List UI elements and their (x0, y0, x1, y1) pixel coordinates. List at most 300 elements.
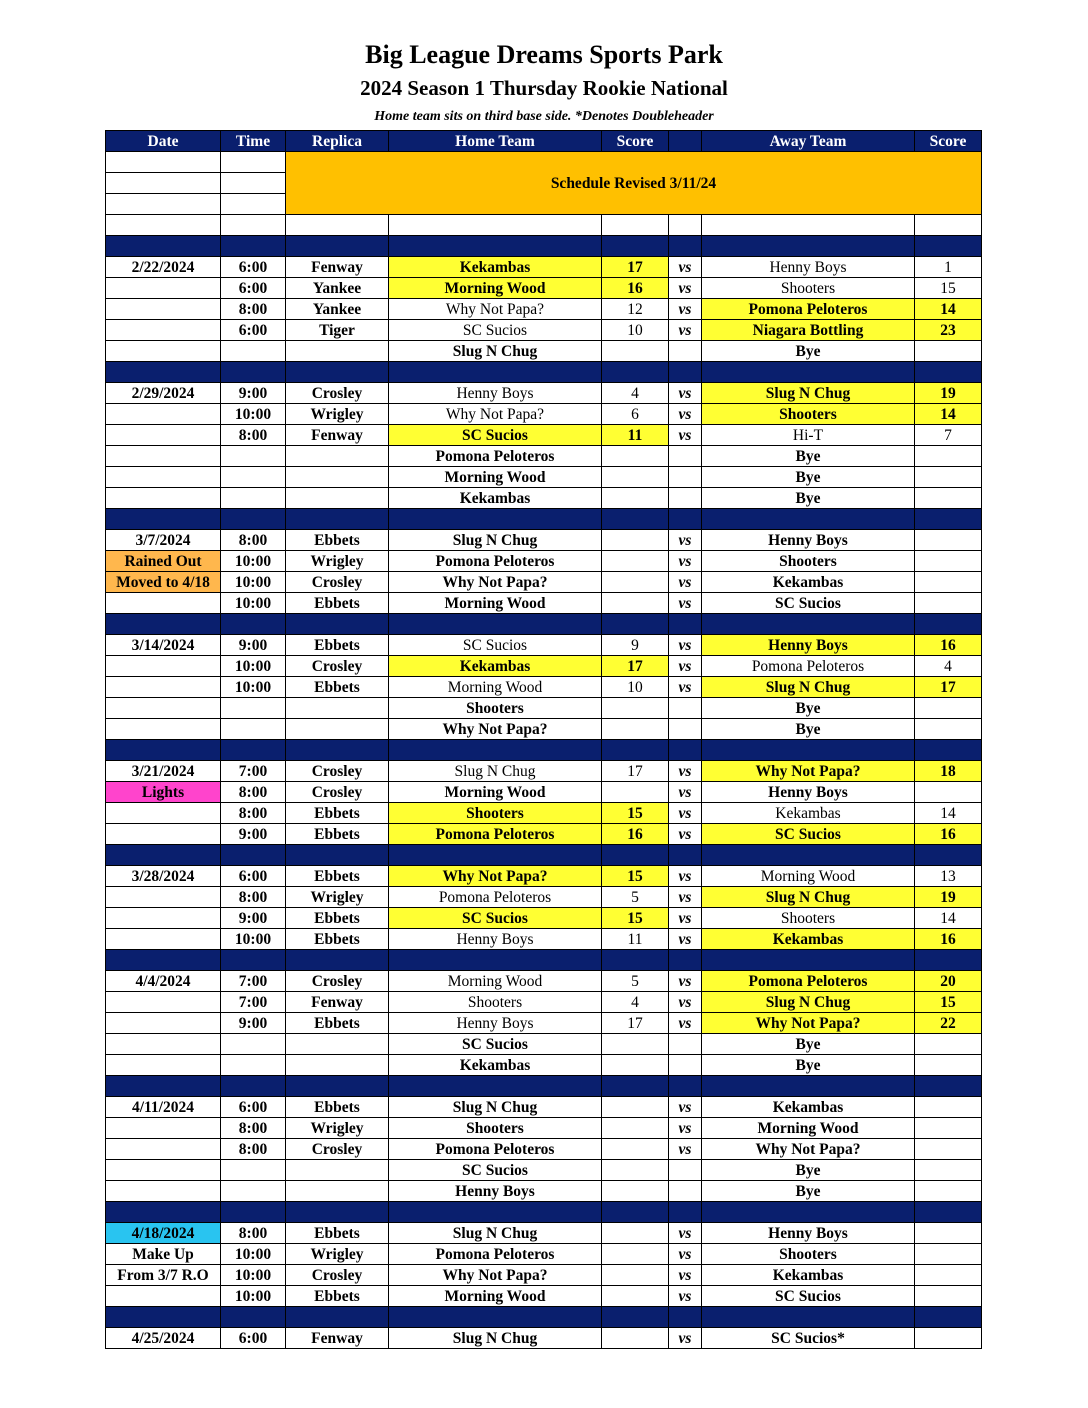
game-replica: Ebbets (286, 929, 389, 950)
home-score (602, 1055, 669, 1076)
home-team: Morning Wood (389, 278, 602, 299)
game-replica: Wrigley (286, 404, 389, 425)
away-score (915, 446, 982, 467)
game-row (106, 908, 982, 929)
vs-label: vs (669, 320, 702, 341)
away-score (915, 719, 982, 740)
game-row (106, 782, 982, 803)
away-team: Bye (702, 698, 915, 719)
home-score: 9 (602, 635, 669, 656)
blank-row (106, 152, 982, 173)
game-date (106, 278, 221, 299)
game-time: 6:00 (221, 866, 286, 887)
home-score (602, 551, 669, 572)
game-row (106, 1118, 982, 1139)
home-team: Pomona Peloteros (389, 1244, 602, 1265)
game-date: 3/28/2024 (106, 866, 221, 887)
game-date: Moved to 4/18 (106, 572, 221, 593)
game-row (106, 1265, 982, 1286)
home-team: Slug N Chug (389, 1328, 602, 1349)
game-time: 10:00 (221, 1244, 286, 1265)
game-row (106, 887, 982, 908)
game-replica (286, 1034, 389, 1055)
away-score (915, 1118, 982, 1139)
home-team: Morning Wood (389, 971, 602, 992)
game-row (106, 404, 982, 425)
game-row (106, 803, 982, 824)
away-score: 16 (915, 635, 982, 656)
revision-notice: Schedule Revised 3/11/24 (286, 152, 982, 215)
game-time (221, 446, 286, 467)
game-row (106, 278, 982, 299)
game-time: 7:00 (221, 761, 286, 782)
away-team: Bye (702, 488, 915, 509)
vs-label: vs (669, 1097, 702, 1118)
game-date: 4/25/2024 (106, 1328, 221, 1349)
game-time (221, 1034, 286, 1055)
game-time: 9:00 (221, 383, 286, 404)
home-team: Morning Wood (389, 467, 602, 488)
game-row (106, 257, 982, 278)
away-team: SC Sucios (702, 593, 915, 614)
home-team: SC Sucios (389, 908, 602, 929)
game-row (106, 677, 982, 698)
away-team: Morning Wood (702, 1118, 915, 1139)
game-row (106, 341, 982, 362)
vs-label: vs (669, 299, 702, 320)
vs-label: vs (669, 782, 702, 803)
game-row (106, 467, 982, 488)
game-date (106, 1286, 221, 1307)
game-time (221, 467, 286, 488)
away-team: Slug N Chug (702, 383, 915, 404)
game-time: 10:00 (221, 593, 286, 614)
col-home-team: Home Team (389, 131, 602, 152)
vs-label: vs (669, 908, 702, 929)
away-team: Henny Boys (702, 1223, 915, 1244)
away-team: Slug N Chug (702, 992, 915, 1013)
home-team: Pomona Peloteros (389, 551, 602, 572)
game-replica (286, 1160, 389, 1181)
home-score (602, 530, 669, 551)
home-score (602, 446, 669, 467)
game-time (221, 1160, 286, 1181)
away-score: 22 (915, 1013, 982, 1034)
game-date (106, 1034, 221, 1055)
away-team: Kekambas (702, 803, 915, 824)
away-team: Morning Wood (702, 866, 915, 887)
game-replica: Yankee (286, 299, 389, 320)
away-score (915, 1034, 982, 1055)
vs-label: vs (669, 1223, 702, 1244)
away-team: Pomona Peloteros (702, 656, 915, 677)
vs-label: vs (669, 1118, 702, 1139)
game-time: 6:00 (221, 320, 286, 341)
game-replica: Yankee (286, 278, 389, 299)
game-time: 10:00 (221, 929, 286, 950)
vs-label: vs (669, 1286, 702, 1307)
game-replica: Crosley (286, 572, 389, 593)
game-replica: Ebbets (286, 803, 389, 824)
home-score: 10 (602, 320, 669, 341)
game-date: 4/18/2024 (106, 1223, 221, 1244)
game-time: 8:00 (221, 782, 286, 803)
game-row (106, 299, 982, 320)
away-team: SC Sucios* (702, 1328, 915, 1349)
week-separator (106, 845, 982, 866)
game-time (221, 341, 286, 362)
game-date (106, 1181, 221, 1202)
away-team: Bye (702, 1160, 915, 1181)
game-row (106, 698, 982, 719)
vs-label: vs (669, 971, 702, 992)
home-score: 4 (602, 383, 669, 404)
game-replica: Ebbets (286, 677, 389, 698)
game-date (106, 446, 221, 467)
game-row (106, 572, 982, 593)
vs-label: vs (669, 803, 702, 824)
vs-label: vs (669, 530, 702, 551)
away-score (915, 1223, 982, 1244)
game-row (106, 1244, 982, 1265)
home-score: 16 (602, 824, 669, 845)
vs-label: vs (669, 1139, 702, 1160)
col-time: Time (221, 131, 286, 152)
away-team: Bye (702, 1034, 915, 1055)
home-score (602, 572, 669, 593)
game-replica: Crosley (286, 782, 389, 803)
game-date: Lights (106, 782, 221, 803)
home-team: Slug N Chug (389, 761, 602, 782)
game-time: 8:00 (221, 530, 286, 551)
game-row (106, 761, 982, 782)
vs-label: vs (669, 404, 702, 425)
home-team: SC Sucios (389, 1160, 602, 1181)
game-replica: Crosley (286, 971, 389, 992)
game-date (106, 593, 221, 614)
game-row (106, 656, 982, 677)
home-team: Pomona Peloteros (389, 1139, 602, 1160)
game-time: 10:00 (221, 404, 286, 425)
game-replica: Ebbets (286, 1286, 389, 1307)
game-row (106, 593, 982, 614)
schedule-body (106, 152, 982, 1349)
away-score (915, 1244, 982, 1265)
game-row (106, 1223, 982, 1244)
away-score: 14 (915, 404, 982, 425)
vs-label: vs (669, 656, 702, 677)
away-team: Henny Boys (702, 782, 915, 803)
game-replica: Wrigley (286, 887, 389, 908)
away-score: 4 (915, 656, 982, 677)
away-team: Why Not Papa? (702, 1139, 915, 1160)
home-team: SC Sucios (389, 1034, 602, 1055)
home-team: Why Not Papa? (389, 1265, 602, 1286)
home-team: Slug N Chug (389, 530, 602, 551)
away-score: 14 (915, 803, 982, 824)
away-team: Hi-T (702, 425, 915, 446)
game-replica: Fenway (286, 992, 389, 1013)
game-replica: Crosley (286, 1265, 389, 1286)
home-score: 4 (602, 992, 669, 1013)
game-replica: Ebbets (286, 824, 389, 845)
away-team: Kekambas (702, 1097, 915, 1118)
away-team: Kekambas (702, 1265, 915, 1286)
home-team: Why Not Papa? (389, 866, 602, 887)
away-team: Bye (702, 467, 915, 488)
away-score (915, 698, 982, 719)
game-date (106, 656, 221, 677)
vs-label: vs (669, 278, 702, 299)
vs-label: vs (669, 761, 702, 782)
away-score (915, 1286, 982, 1307)
game-replica (286, 488, 389, 509)
home-team: Morning Wood (389, 1286, 602, 1307)
home-score: 15 (602, 803, 669, 824)
home-score: 17 (602, 1013, 669, 1034)
col-away-team: Away Team (702, 131, 915, 152)
game-date (106, 887, 221, 908)
week-separator (106, 740, 982, 761)
game-time: 6:00 (221, 1328, 286, 1349)
vs-label: vs (669, 383, 702, 404)
col-replica: Replica (286, 131, 389, 152)
column-header-row (106, 131, 982, 152)
away-team: Shooters (702, 404, 915, 425)
home-team: Why Not Papa? (389, 572, 602, 593)
game-row (106, 488, 982, 509)
vs-label: vs (669, 257, 702, 278)
vs-label: vs (669, 824, 702, 845)
home-team: Shooters (389, 803, 602, 824)
home-score (602, 719, 669, 740)
vs-label (669, 467, 702, 488)
away-team: Shooters (702, 551, 915, 572)
game-time (221, 1055, 286, 1076)
vs-label: vs (669, 635, 702, 656)
away-team: Bye (702, 341, 915, 362)
home-team: SC Sucios (389, 320, 602, 341)
away-score (915, 341, 982, 362)
game-date: 3/7/2024 (106, 530, 221, 551)
game-date (106, 992, 221, 1013)
week-separator (106, 509, 982, 530)
game-date (106, 677, 221, 698)
week-separator (106, 1307, 982, 1328)
game-date (106, 824, 221, 845)
away-score (915, 1160, 982, 1181)
game-date: 4/11/2024 (106, 1097, 221, 1118)
away-score (915, 782, 982, 803)
week-separator (106, 236, 982, 257)
game-date (106, 1118, 221, 1139)
home-score (602, 488, 669, 509)
home-score: 11 (602, 929, 669, 950)
vs-label: vs (669, 593, 702, 614)
game-replica: Ebbets (286, 1223, 389, 1244)
away-team: Shooters (702, 1244, 915, 1265)
game-time: 6:00 (221, 278, 286, 299)
game-date (106, 1160, 221, 1181)
away-score (915, 1139, 982, 1160)
game-row (106, 719, 982, 740)
game-time: 7:00 (221, 971, 286, 992)
away-score (915, 1055, 982, 1076)
home-score: 11 (602, 425, 669, 446)
away-team: Shooters (702, 278, 915, 299)
away-score (915, 467, 982, 488)
vs-label: vs (669, 929, 702, 950)
home-team: Kekambas (389, 257, 602, 278)
game-replica: Wrigley (286, 1118, 389, 1139)
game-date (106, 1055, 221, 1076)
game-time: 6:00 (221, 1097, 286, 1118)
game-row (106, 530, 982, 551)
home-team: Kekambas (389, 488, 602, 509)
away-score: 16 (915, 824, 982, 845)
home-score: 5 (602, 971, 669, 992)
home-score (602, 1265, 669, 1286)
away-team: Kekambas (702, 929, 915, 950)
away-team: Slug N Chug (702, 887, 915, 908)
away-score (915, 572, 982, 593)
game-date (106, 425, 221, 446)
game-time (221, 719, 286, 740)
vs-label: vs (669, 572, 702, 593)
game-replica: Crosley (286, 1139, 389, 1160)
home-team: Kekambas (389, 656, 602, 677)
vs-label: vs (669, 992, 702, 1013)
away-team: Shooters (702, 908, 915, 929)
home-score: 17 (602, 761, 669, 782)
game-row (106, 1055, 982, 1076)
away-team: Bye (702, 1181, 915, 1202)
game-replica (286, 1055, 389, 1076)
home-score: 15 (602, 866, 669, 887)
game-time: 8:00 (221, 1118, 286, 1139)
vs-label (669, 1034, 702, 1055)
game-replica: Fenway (286, 257, 389, 278)
game-row (106, 1328, 982, 1349)
week-separator (106, 950, 982, 971)
away-team: Bye (702, 719, 915, 740)
page-title: Big League Dreams Sports Park (365, 40, 723, 69)
away-score (915, 488, 982, 509)
game-replica (286, 698, 389, 719)
vs-label (669, 719, 702, 740)
away-score: 18 (915, 761, 982, 782)
home-score (602, 1223, 669, 1244)
home-score (602, 698, 669, 719)
home-score (602, 593, 669, 614)
game-date: 3/14/2024 (106, 635, 221, 656)
vs-label: vs (669, 551, 702, 572)
game-date (106, 1139, 221, 1160)
game-replica: Ebbets (286, 1097, 389, 1118)
away-team: Pomona Peloteros (702, 299, 915, 320)
home-score: 17 (602, 656, 669, 677)
game-time: 8:00 (221, 1139, 286, 1160)
game-time (221, 488, 286, 509)
away-team: Pomona Peloteros (702, 971, 915, 992)
home-team: Slug N Chug (389, 1223, 602, 1244)
game-date: Rained Out (106, 551, 221, 572)
vs-label (669, 488, 702, 509)
away-score (915, 1097, 982, 1118)
game-row (106, 446, 982, 467)
game-date (106, 320, 221, 341)
away-team: SC Sucios (702, 824, 915, 845)
week-separator (106, 614, 982, 635)
header-note: Home team sits on third base side. *Denotes Doubleheader (374, 109, 714, 124)
game-date: Make Up (106, 1244, 221, 1265)
game-replica: Ebbets (286, 908, 389, 929)
game-row (106, 1013, 982, 1034)
home-team: Slug N Chug (389, 1097, 602, 1118)
game-date: 2/22/2024 (106, 257, 221, 278)
game-row (106, 971, 982, 992)
game-date (106, 719, 221, 740)
game-replica: Wrigley (286, 1244, 389, 1265)
game-row (106, 1034, 982, 1055)
vs-label (669, 1055, 702, 1076)
col-vs (669, 131, 702, 152)
home-score (602, 1097, 669, 1118)
game-date (106, 908, 221, 929)
game-replica: Wrigley (286, 551, 389, 572)
away-team: Slug N Chug (702, 677, 915, 698)
home-score: 16 (602, 278, 669, 299)
home-score (602, 1160, 669, 1181)
game-time (221, 698, 286, 719)
away-score: 14 (915, 908, 982, 929)
vs-label (669, 341, 702, 362)
game-replica (286, 341, 389, 362)
game-time: 8:00 (221, 425, 286, 446)
game-replica (286, 446, 389, 467)
home-team: Shooters (389, 992, 602, 1013)
vs-label: vs (669, 1265, 702, 1286)
week-separator (106, 1076, 982, 1097)
game-row (106, 320, 982, 341)
vs-label (669, 446, 702, 467)
game-replica: Crosley (286, 761, 389, 782)
home-team: Shooters (389, 698, 602, 719)
away-team: Henny Boys (702, 257, 915, 278)
game-row (106, 1181, 982, 1202)
away-score (915, 1328, 982, 1349)
game-replica (286, 467, 389, 488)
home-team: Why Not Papa? (389, 404, 602, 425)
home-team: Pomona Peloteros (389, 887, 602, 908)
game-replica: Ebbets (286, 635, 389, 656)
game-date: 3/21/2024 (106, 761, 221, 782)
home-score (602, 341, 669, 362)
away-score: 13 (915, 866, 982, 887)
game-replica: Tiger (286, 320, 389, 341)
game-replica: Ebbets (286, 593, 389, 614)
game-replica: Crosley (286, 656, 389, 677)
home-score: 15 (602, 908, 669, 929)
game-time: 8:00 (221, 1223, 286, 1244)
home-score: 12 (602, 299, 669, 320)
home-team: Henny Boys (389, 383, 602, 404)
game-replica (286, 719, 389, 740)
game-replica (286, 1181, 389, 1202)
home-team: Morning Wood (389, 593, 602, 614)
away-team: Niagara Bottling (702, 320, 915, 341)
vs-label: vs (669, 425, 702, 446)
